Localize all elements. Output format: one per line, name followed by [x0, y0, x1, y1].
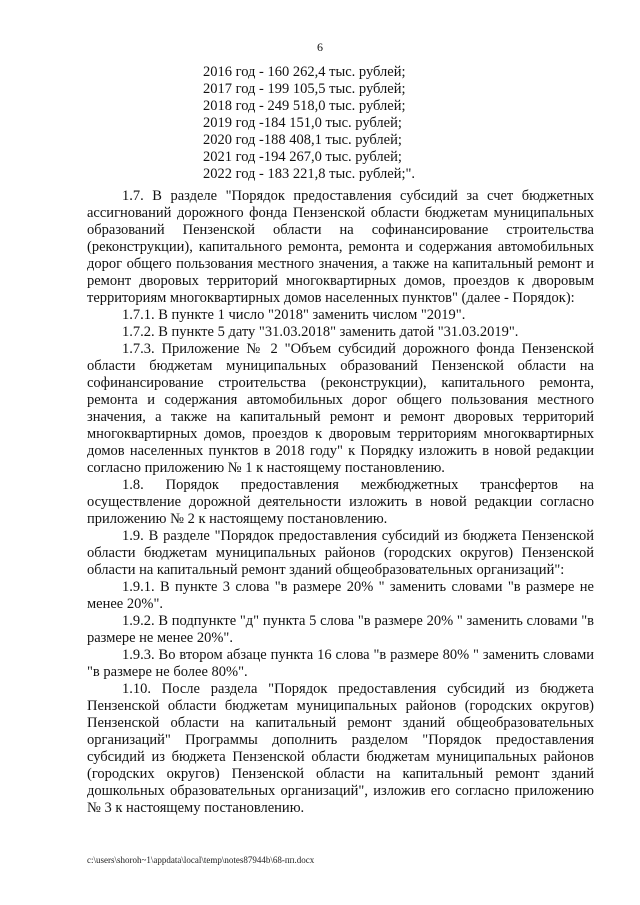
- paragraph-1-7-2: 1.7.2. В пункте 5 дату "31.03.2018" заменить датой "31.03.2019".: [122, 324, 519, 340]
- document-body: [87, 188, 594, 817]
- paragraph-1-9-1: 1.9.1. В пункте 3 слова "в размере 20% " заменить словами "в размере не менее 20%".: [87, 579, 594, 612]
- paragraph-1-9: 1.9. В разделе "Порядок предоставления субсидий из бюджета Пензенской области бюджетам муниципальных районов (городских округов) Пензенской области на капитальный ремонт зданий общеобразовательных организаций":: [87, 528, 594, 578]
- paragraph-1-8: 1.8. Порядок предоставления межбюджетных трансфертов на осуществление дорожной деятельности изложить в новой редакции согласно приложению № 2 к настоящему постановлению.: [87, 477, 594, 527]
- funding-line-2019: 2019 год -184 151,0 тыс. рублей;: [203, 115, 402, 131]
- funding-by-year-list: [203, 64, 483, 183]
- funding-line-2020: 2020 год -188 408,1 тыс. рублей;: [203, 132, 402, 148]
- funding-line-2017: 2017 год - 199 105,5 тыс. рублей;: [203, 81, 406, 97]
- paragraph-1-7-1: 1.7.1. В пункте 1 число "2018" заменить числом "2019".: [122, 307, 466, 323]
- funding-line-2021: 2021 год -194 267,0 тыс. рублей;: [203, 149, 402, 165]
- paragraph-1-9-3: 1.9.3. Во втором абзаце пункта 16 слова "в размере 80% " заменить словами "в размере не более 80%".: [87, 647, 594, 680]
- funding-line-2022: 2022 год - 183 221,8 тыс. рублей;".: [203, 166, 416, 182]
- funding-line-2016: 2016 год - 160 262,4 тыс. рублей;: [203, 64, 406, 80]
- paragraph-1-10: 1.10. После раздела "Порядок предоставления субсидий из бюджета Пензенской области бюджетам муниципальных районов (городских округов) Пензенской области на капитальный ремонт зданий общеобразовательных организаций" Программы дополнить разделом "Порядок предоставления субсидий из бюджета Пензенской области бюджетам муниципальных районов (городских округов) Пензенской области на капитальный ремонт зданий дошкольных образовательных организаций", изложив его согласно приложению № 3 к настоящему постановлению.: [87, 681, 594, 816]
- paragraph-1-7: 1.7. В разделе "Порядок предоставления субсидий за счет бюджетных ассигнований дорожного фонда Пензенской области бюджетам муниципальных образований Пензенской области на софинансирование строительства (реконструкции), капитального ремонта, ремонта и содержания автомобильных дорог общего пользования местного значения, а также на капитальный ремонт и ремонт дворовых территорий многоквартирных домов, проездов к дворовым территориям многоквартирных домов населенных пунктов" (далее - Порядок):: [87, 188, 594, 306]
- page-number: 6: [317, 40, 323, 54]
- paragraph-1-9-2: 1.9.2. В подпункте "д" пункта 5 слова "в размере 20% " заменить словами "в размере не менее 20%".: [87, 613, 594, 646]
- footer-file-path: c:\users\shoroh~1\appdata\local\temp\notes87944b\68-пп.docx: [87, 855, 315, 865]
- paragraph-1-7-3: 1.7.3. Приложение № 2 "Объем субсидий дорожного фонда Пензенской области бюджетам муниципальных образований Пензенской области на софинансирование строительства (реконструкции), капитального ремонта, ремонта и содержания автомобильных дорог общего пользования местного значения, а также на капитальный ремонт и ремонт дворовых территорий многоквартирных домов, проездов к дворовым территориям многоквартирных домов населенных пунктов в 2018 году" к Порядку изложить в новой редакции согласно приложению № 1 к настоящему постановлению.: [87, 341, 594, 476]
- funding-line-2018: 2018 год - 249 518,0 тыс. рублей;: [203, 98, 406, 114]
